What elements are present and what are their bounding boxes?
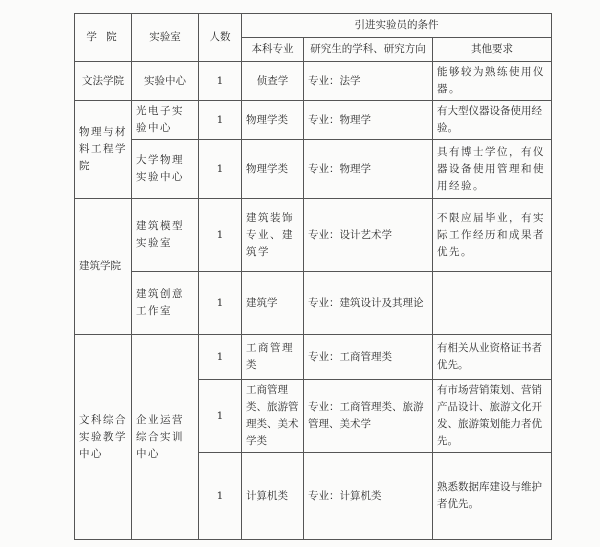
cell-undergrad-major: 计算机类	[242, 453, 304, 540]
header-undergrad-major: 本科专业	[242, 38, 304, 62]
cell-grad-major: 专业：物理学	[304, 140, 433, 199]
cell-grad-major: 专业：物理学	[304, 101, 433, 140]
lab-staff-recruitment-table	[74, 13, 552, 540]
cell-college: 物理与材料工程学院	[75, 101, 132, 199]
table-row	[75, 272, 552, 335]
cell-count: 1	[199, 101, 242, 140]
cell-other: 有相关从业资格证书者优先。	[433, 335, 552, 380]
cell-grad-major: 专业：设计艺术学	[304, 199, 433, 272]
cell-lab: 大学物理实验中心	[132, 140, 199, 199]
header-grad-major: 研究生的学科、研究方向	[304, 38, 433, 62]
cell-other: 熟悉数据库建设与维护者优先。	[433, 453, 552, 540]
cell-undergrad-major: 侦查学	[242, 62, 304, 101]
cell-lab: 建筑创意工作室	[132, 272, 199, 335]
cell-grad-major: 专业：计算机类	[304, 453, 433, 540]
cell-lab: 光电子实验中心	[132, 101, 199, 140]
cell-count: 1	[199, 380, 242, 453]
cell-count: 1	[199, 272, 242, 335]
cell-count: 1	[199, 140, 242, 199]
cell-lab: 企业运营综合实训中心	[132, 335, 199, 540]
cell-undergrad-major: 工商管理类、旅游管理类、美术学类	[242, 380, 304, 453]
cell-count: 1	[199, 199, 242, 272]
cell-other: 能够较为熟练使用仪器。	[433, 62, 552, 101]
cell-undergrad-major: 物理学类	[242, 101, 304, 140]
cell-grad-major: 专业：工商管理类	[304, 335, 433, 380]
cell-lab: 建筑模型实验室	[132, 199, 199, 272]
cell-college: 文法学院	[75, 62, 132, 101]
header-conditions-group: 引进实验员的条件	[242, 14, 552, 38]
cell-undergrad-major: 建筑学	[242, 272, 304, 335]
table-row	[75, 199, 552, 272]
table-row	[75, 62, 552, 101]
cell-count: 1	[199, 453, 242, 540]
header-other-requirements: 其他要求	[433, 38, 552, 62]
cell-other: 不限应届毕业，有实际工作经历和成果者优先。	[433, 199, 552, 272]
cell-grad-major: 专业：建筑设计及其理论	[304, 272, 433, 335]
cell-grad-major: 专业：法学	[304, 62, 433, 101]
table-row	[75, 101, 552, 140]
cell-undergrad-major: 建筑装饰专业、建筑学	[242, 199, 304, 272]
cell-grad-major: 专业：工商管理类、旅游管理、美术学	[304, 380, 433, 453]
table-row	[75, 140, 552, 199]
header-row-1	[75, 14, 552, 38]
cell-college: 建筑学院	[75, 199, 132, 335]
cell-lab: 实验中心	[132, 62, 199, 101]
cell-other: 有大型仪器设备使用经验。	[433, 101, 552, 140]
header-lab: 实验室	[132, 14, 199, 62]
header-count: 人数	[199, 14, 242, 62]
cell-other: 具有博士学位，有仪器设备使用管理和使用经验。	[433, 140, 552, 199]
table-row	[75, 335, 552, 380]
cell-other: 有市场营销策划、营销产品设计、旅游文化开发、旅游策划能力者优先。	[433, 380, 552, 453]
cell-count: 1	[199, 335, 242, 380]
cell-undergrad-major: 工商管理类	[242, 335, 304, 380]
header-college: 学 院	[75, 14, 132, 62]
cell-college: 文科综合实验教学中心	[75, 335, 132, 540]
cell-count: 1	[199, 62, 242, 101]
cell-other	[433, 272, 552, 335]
cell-undergrad-major: 物理学类	[242, 140, 304, 199]
